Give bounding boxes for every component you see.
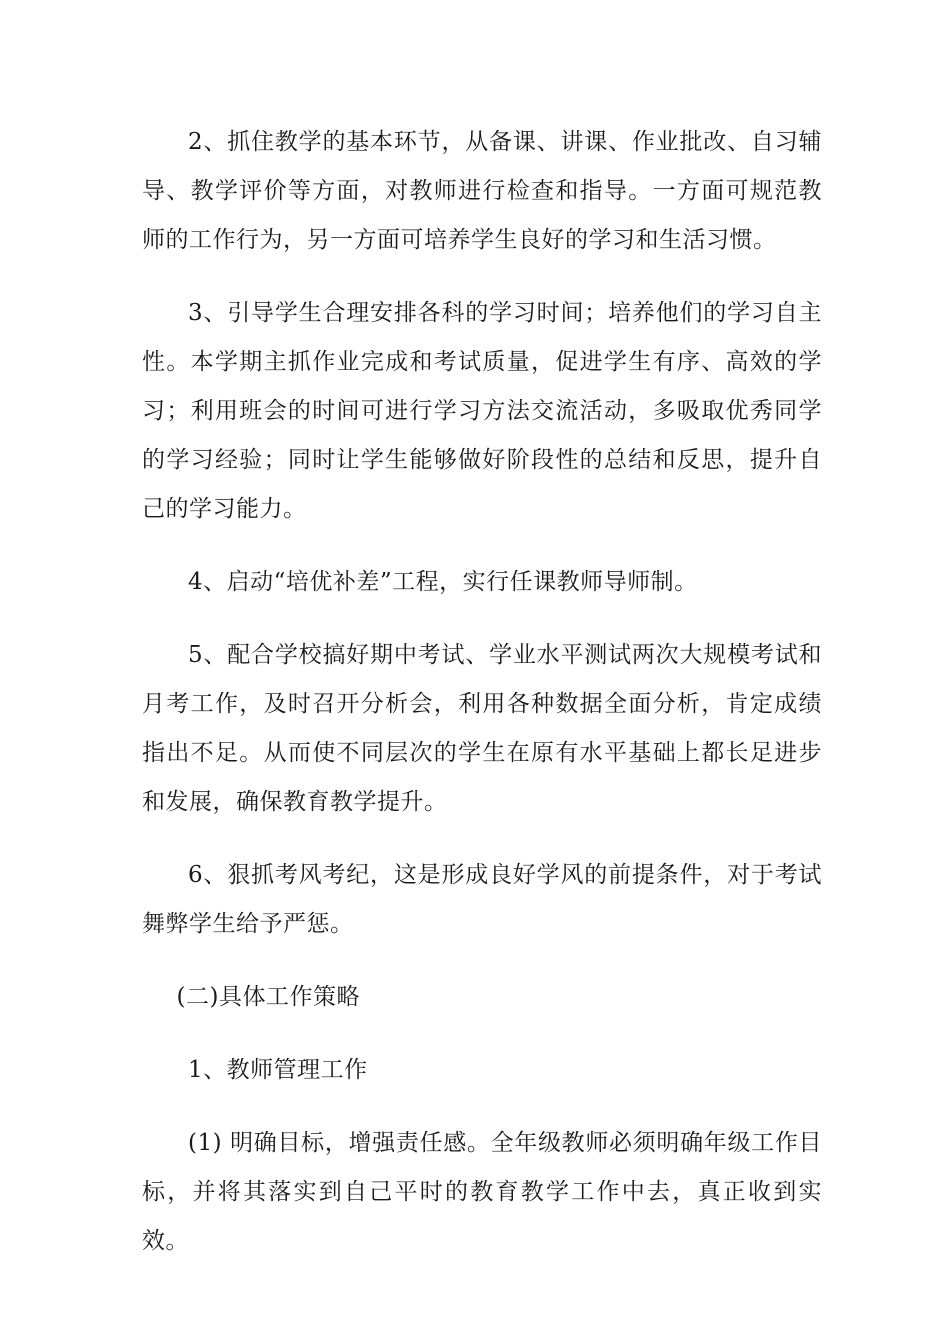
paragraph-item-3: 3、引导学生合理安排各科的学习时间；培养他们的学习自主性。本学期主抓作业完成和考试质量，促进学生有序、高效的学习；利用班会的时间可进行学习方法交流活动，多吸取优秀同学的学习经验；同时让学生能够做好阶段性的总结和反思，提升自己的学习能力。 (142, 300, 822, 522)
document-page (142, 118, 822, 1266)
paragraph-item-6: 6、狠抓考风考纪，这是形成良好学风的前提条件，对于考试舞弊学生给予严惩。 (142, 862, 822, 937)
section-heading: (二)具体工作策略 (176, 984, 360, 1010)
paragraph-item-2: 2、抓住教学的基本环节，从备课、讲课、作业批改、自习辅导、教学评价等方面，对教师进行检查和指导。一方面可规范教师的工作行为，另一方面可培养学生良好的学习和生活习惯。 (142, 129, 822, 253)
subsection-heading: 1、教师管理工作 (188, 1057, 368, 1083)
paragraph-item-5: 5、配合学校搞好期中考试、学业水平测试两次大规模考试和月考工作，及时召开分析会，利用各种数据全面分析，肯定成绩指出不足。从而使不同层次的学生在原有水平基础上都长足进步和发展，确保教育教学提升。 (142, 642, 822, 815)
paragraph-item-1-1: (1) 明确目标，增强责任感。全年级教师必须明确年级工作目标，并将其落实到自己平时的教育教学工作中去，真正收到实效。 (142, 1130, 822, 1254)
paragraph-item-4: 4、启动“培优补差”工程，实行任课教师导师制。 (188, 569, 698, 595)
